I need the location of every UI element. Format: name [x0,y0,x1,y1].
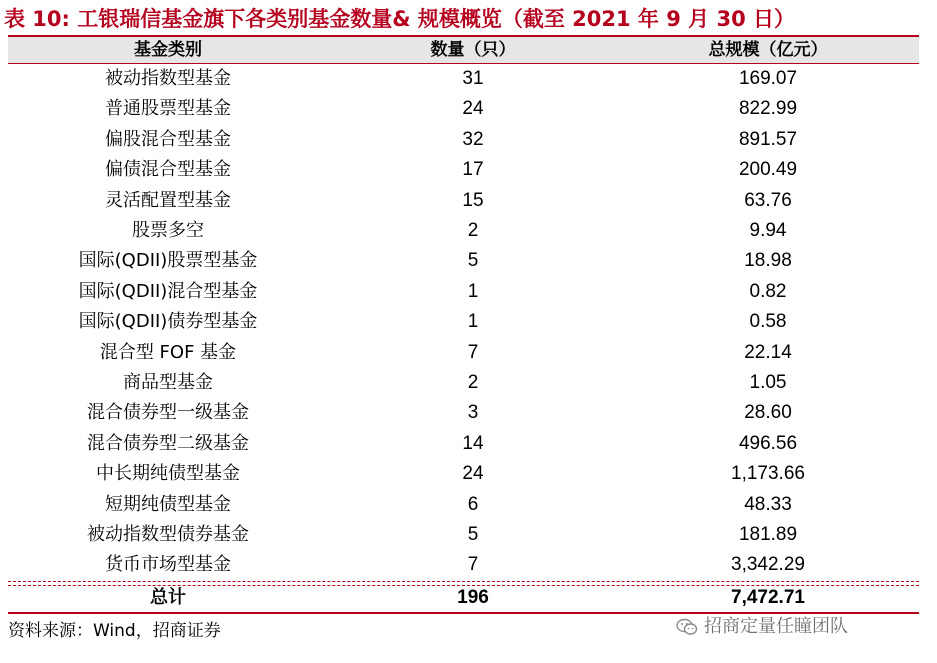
table-row [0,338,937,368]
size-cell: 822.99 [738,98,798,120]
count-cell: 31 [462,68,484,89]
wechat-icon [676,618,698,636]
table-row [0,94,937,124]
table-row [0,186,937,216]
size-cell: 891.57 [738,128,798,150]
size-cell: 0.82 [749,280,787,302]
category-cell: 商品型基金 [123,372,213,393]
size-cell: 1,173.66 [731,463,805,485]
table-total-row [0,583,937,613]
count-cell: 5 [467,524,479,545]
category-cell: 混合债券型一级基金 [87,402,249,424]
table-row [0,429,937,459]
category-cell: 偏股混合型基金 [105,128,231,150]
count-cell: 1 [467,311,479,333]
count-cell: 3 [467,402,479,424]
size-cell: 169.07 [738,68,798,89]
table-row [0,520,937,550]
size-cell: 9.94 [749,220,787,241]
category-cell: 国际(QDII)股票型基金 [78,250,258,272]
table-row [0,307,937,337]
size-cell: 18.98 [744,250,792,272]
category-cell: 灵活配置型基金 [105,189,231,211]
count-cell: 7 [467,554,479,576]
count-cell: 5 [467,250,479,272]
total-size: 7,472.71 [731,587,805,608]
category-cell: 被动指数型债券基金 [87,524,249,545]
count-cell: 15 [462,189,484,211]
table-row [0,155,937,185]
table-row [0,125,937,155]
size-cell: 200.49 [738,159,798,181]
size-cell: 0.58 [749,311,787,333]
source-note: 资料来源：Wind，招商证券 [8,621,221,641]
table-row [0,490,937,520]
category-cell: 偏债混合型基金 [105,159,231,181]
category-cell: 中长期纯债型基金 [96,463,240,485]
category-cell: 短期纯债型基金 [105,493,231,515]
total-label: 总计 [150,587,186,608]
table-row [0,550,937,580]
category-cell: 混合债券型二级基金 [87,432,249,454]
table-row [0,459,937,489]
table-row [0,64,937,94]
count-cell: 14 [462,432,484,454]
category-cell: 普通股票型基金 [105,98,231,120]
header-category: 基金类别 [134,40,202,60]
size-cell: 28.60 [744,402,792,424]
category-cell: 混合型 FOF 基金 [99,341,237,363]
count-cell: 7 [467,341,479,363]
count-cell: 24 [462,98,484,120]
header-size: 总规模（亿元） [708,40,828,60]
table-row [0,368,937,398]
table-title: 表 10: 工银瑞信基金旗下各类别基金数量& 规模概览（截至 2021 年 9 月 30 日） [4,7,796,31]
count-cell: 32 [462,128,484,150]
category-cell: 货币市场型基金 [105,554,231,576]
count-cell: 1 [467,280,479,302]
watermark [676,612,848,642]
table-row [0,216,937,246]
category-cell: 被动指数型基金 [105,68,231,89]
table-row [0,398,937,428]
table-row [0,246,937,276]
count-cell: 24 [462,463,484,485]
total-count: 196 [457,587,489,608]
table-row [0,277,937,307]
watermark-text: 招商定量任瞳团队 [704,616,848,637]
header-count: 数量（只） [430,40,516,60]
size-cell: 3,342.29 [731,554,805,576]
category-cell: 股票多空 [132,220,204,241]
count-cell: 2 [467,372,479,393]
total-rule-top [8,581,919,582]
size-cell: 496.56 [738,432,798,454]
category-cell: 国际(QDII)债券型基金 [78,311,258,333]
count-cell: 2 [467,220,479,241]
count-cell: 17 [462,159,484,181]
size-cell: 63.76 [744,189,792,211]
count-cell: 6 [467,493,479,515]
size-cell: 48.33 [744,493,792,515]
size-cell: 181.89 [738,524,798,545]
size-cell: 22.14 [744,341,792,363]
category-cell: 国际(QDII)混合型基金 [78,280,258,302]
size-cell: 1.05 [749,372,787,393]
